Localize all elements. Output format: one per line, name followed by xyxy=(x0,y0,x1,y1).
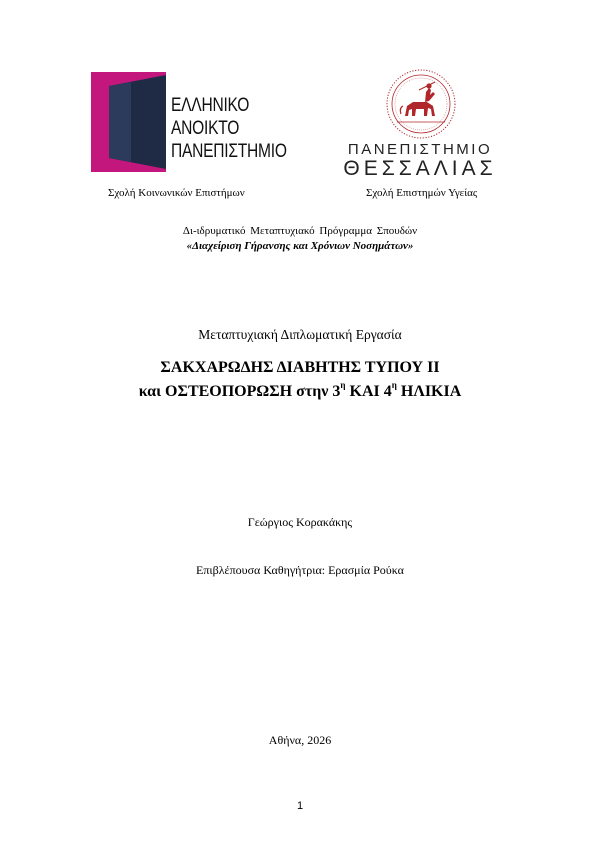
author-name: Γεώργιος Κορακάκης xyxy=(247,515,353,529)
eap-logo-line3: ΠΑΝΕΠΙΣΤΗΜΙΟ xyxy=(171,141,287,162)
eap-logo-line2: ΑΝΟΙΚΤΟ xyxy=(171,118,240,139)
thesis-title-line1: ΣΑΚΧΑΡΩΔΗΣ ΔΙΑΒΗΤΗΣ ΤΥΠΟΥ ΙΙ xyxy=(160,359,440,376)
place-date: Αθήνα, 2026 xyxy=(268,733,332,747)
school-health-sciences: Σχολή Επιστημών Υγείας xyxy=(366,187,478,199)
title-part-a: και ΟΣΤΕΟΠΟΡΩΣΗ στην 3 xyxy=(138,383,341,400)
school-social-sciences: Σχολή Κοινωνικών Επιστήμων xyxy=(108,187,245,199)
eap-logo-mark xyxy=(91,72,166,172)
eap-logo-line1: ΕΛΛΗΝΙΚΟ xyxy=(171,95,250,116)
thesis-title-line2 xyxy=(0,380,600,401)
uth-logo-line1: ΠΑΝΕΠΙΣΤΗΜΙΟ xyxy=(347,141,493,158)
program-title: «Διαχείριση Γήρανσης και Χρόνιων Νοσημάτων» xyxy=(186,240,414,252)
title-superscript-2: η xyxy=(391,380,397,390)
title-part-c: ΗΛΙΚΙΑ xyxy=(396,383,462,400)
title-part-b: ΚΑΙ 4 xyxy=(345,383,392,400)
uth-seal-icon xyxy=(383,68,459,140)
title-superscript-1: η xyxy=(340,380,346,390)
eap-logo-text xyxy=(171,94,287,163)
thesis-type: Μεταπτυχιακή Διπλωματική Εργασία xyxy=(198,327,402,342)
uth-logo-line2: ΘΕΣΣΑΛΙΑΣ xyxy=(343,157,497,180)
eap-logo xyxy=(91,72,301,172)
page-number: 1 xyxy=(296,800,304,812)
program-name: Δι-ιδρυματικό Μεταπτυχιακό Πρόγραμμα Σπουδών xyxy=(182,225,418,237)
uth-logo xyxy=(335,68,505,178)
supervisor: Επιβλέπουσα Καθηγήτρια: Ερασμία Ρούκα xyxy=(196,563,404,577)
